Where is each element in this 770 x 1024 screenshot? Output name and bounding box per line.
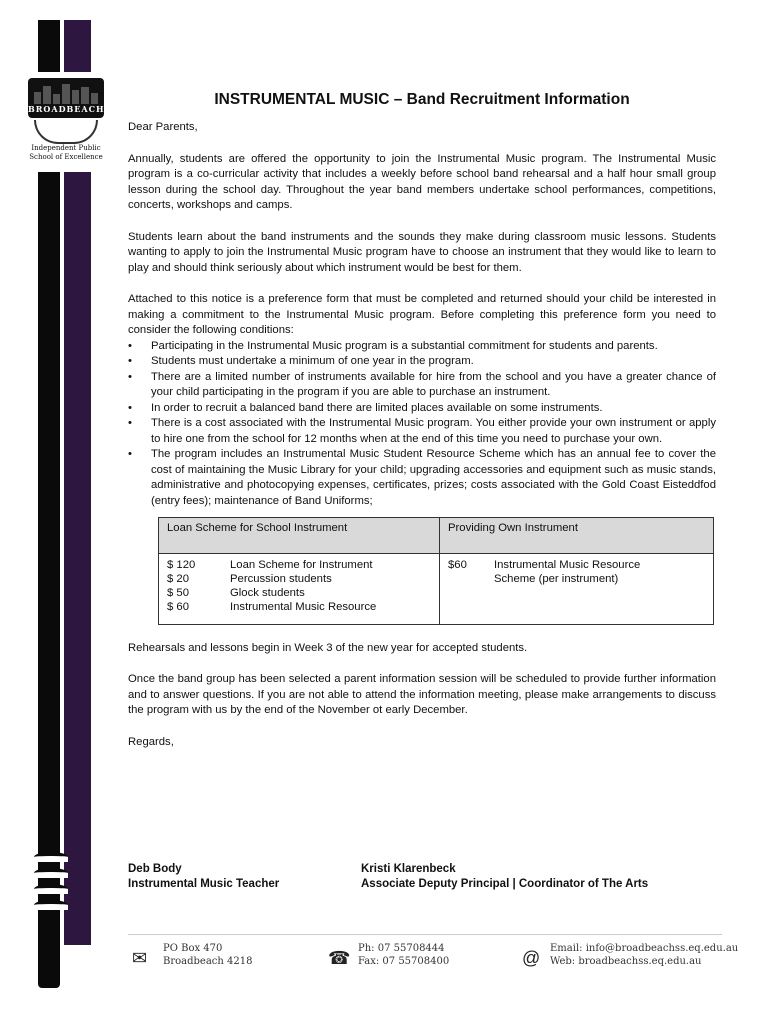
condition-item: • There is a cost associated with the Instrumental Music program. You either provide your own instrument or apply to hire one from the school for 12 months when at the end of this time you need to purchase your own.: [151, 416, 716, 447]
at-icon: @: [522, 948, 541, 968]
paragraph-preference-form: Attached to this notice is a preference form that must be completed and returned should your child be interested in making a commitment to the Instrumental Music program. Before completing this preference form you need to consider the following conditions:: [128, 293, 716, 336]
paragraph-instruments: Students learn about the band instruments and the sounds they make during classroom music lessons. Students wanting to apply to join the Instrumental Music program have to choose an instrument that they would like to learn to play and should think seriously about which instrument would be best for them.: [128, 230, 716, 274]
logo-tagline: [20, 144, 112, 162]
school-logo: [20, 72, 112, 172]
salutation: Dear Parents,: [128, 121, 198, 133]
fee-row: [167, 558, 431, 572]
fee-amount: $ 60: [167, 600, 189, 613]
skyline-icon: [34, 84, 98, 104]
logo-badge: [28, 78, 104, 118]
fee-header-loan: Loan Scheme for School Instrument: [159, 518, 440, 554]
own-fees-cell: [440, 553, 714, 624]
letter-body: [128, 90, 716, 766]
signatory-1: [128, 862, 348, 892]
wave-decoration: [34, 900, 68, 910]
fee-amount: $60: [448, 558, 467, 571]
phone-icon: ☎: [328, 948, 351, 968]
logo-name: BROADBEACH: [28, 104, 105, 114]
fee-row: [167, 586, 431, 600]
closing: Regards,: [128, 735, 174, 748]
fee-amount: $ 50: [167, 586, 189, 599]
footer-fax: Fax: 07 55708400: [358, 956, 450, 967]
condition-item: • Participating in the Instrumental Music program is a substantial commitment for students and parents.: [151, 339, 716, 355]
footer-phone: Ph: 07 55708444: [358, 943, 445, 954]
fee-header-own: Providing Own Instrument: [440, 518, 714, 554]
conditions-list: [128, 339, 716, 510]
fee-item: Glock students: [230, 586, 305, 599]
signatory-2: [361, 862, 741, 892]
condition-item: • Students must undertake a minimum of one year in the program.: [151, 354, 716, 370]
fee-table: [158, 517, 714, 625]
footer-po-box: PO Box 470: [163, 943, 223, 954]
condition-item: • The program includes an Instrumental Music Student Resource Scheme which has an annual fee to cover the cost of maintaining the Music Library for your child; upgrading accessories and equipment such as music stands, administrative and photocopying expenses, certificates, prizes; costs associated with the Gold Coast Eisteddfod (entry fees); maintenance of Band Uniforms;: [151, 447, 716, 509]
footer-phone-fax: [358, 942, 449, 968]
signatory-role: Associate Deputy Principal | Coordinator of The Arts: [361, 878, 649, 890]
fee-item: Percussion students: [230, 572, 332, 585]
fee-amount: $ 120: [167, 558, 196, 571]
fee-row: [448, 558, 705, 572]
footer-divider: [128, 934, 722, 935]
fee-row: [167, 600, 431, 614]
condition-item: • In order to recruit a balanced band there are limited places available on some instruments.: [151, 401, 716, 417]
paragraph-info-session: Once the band group has been selected a parent information session will be scheduled to provide further information and to answer questions. If you are not able to attend the information meeting, please make arrangements to discuss the program with us by the end of the November ot early December.: [128, 673, 716, 716]
fee-item: Instrumental Music Resource: [494, 558, 641, 571]
signatory-name: Kristi Klarenbeck: [361, 863, 456, 875]
footer-suburb: Broadbeach 4218: [163, 956, 253, 967]
paragraph-rehearsals: Rehearsals and lessons begin in Week 3 of the new year for accepted students.: [128, 641, 528, 654]
fee-item: Scheme (per instrument): [494, 572, 619, 585]
signatory-role: Instrumental Music Teacher: [128, 878, 280, 890]
signatory-name: Deb Body: [128, 863, 182, 875]
letter-title: INSTRUMENTAL MUSIC – Band Recruitment Information: [214, 91, 630, 108]
condition-item: • There are a limited number of instruments available for hire from the school and you have a greater chance of your child participating in the program if you are able to purchase an instrument.: [151, 370, 716, 401]
wave-decoration: [34, 884, 68, 894]
fee-item: Loan Scheme for Instrument: [230, 558, 373, 571]
footer-web: Web: broadbeachss.eq.edu.au: [550, 956, 702, 967]
fee-item: Instrumental Music Resource: [230, 600, 377, 613]
wreath-icon: [34, 120, 98, 144]
logo-tagline-line1: Independent Public: [31, 144, 101, 152]
paragraph-intro: Annually, students are offered the opportunity to join the Instrumental Music program. The Instrumental Music program is a co-curricular activity that includes a weekly before school band rehearsal and a half hour small group lesson during the school day. Throughout the year band members undertake school performances, competitions, concerts, workshops and camps.: [128, 152, 716, 211]
wave-decoration: [34, 852, 68, 862]
loan-fees-cell: [159, 553, 440, 624]
envelope-icon: ✉: [132, 948, 148, 968]
fee-row: [167, 572, 431, 586]
fee-amount: $ 20: [167, 572, 189, 585]
logo-tagline-line2: School of Excellence: [29, 153, 103, 161]
footer-email: Email: info@broadbeachss.eq.edu.au: [550, 943, 739, 954]
wave-decoration: [34, 868, 68, 878]
fee-row: [448, 572, 705, 586]
footer-address: [163, 942, 252, 968]
footer-contact: [550, 942, 738, 968]
